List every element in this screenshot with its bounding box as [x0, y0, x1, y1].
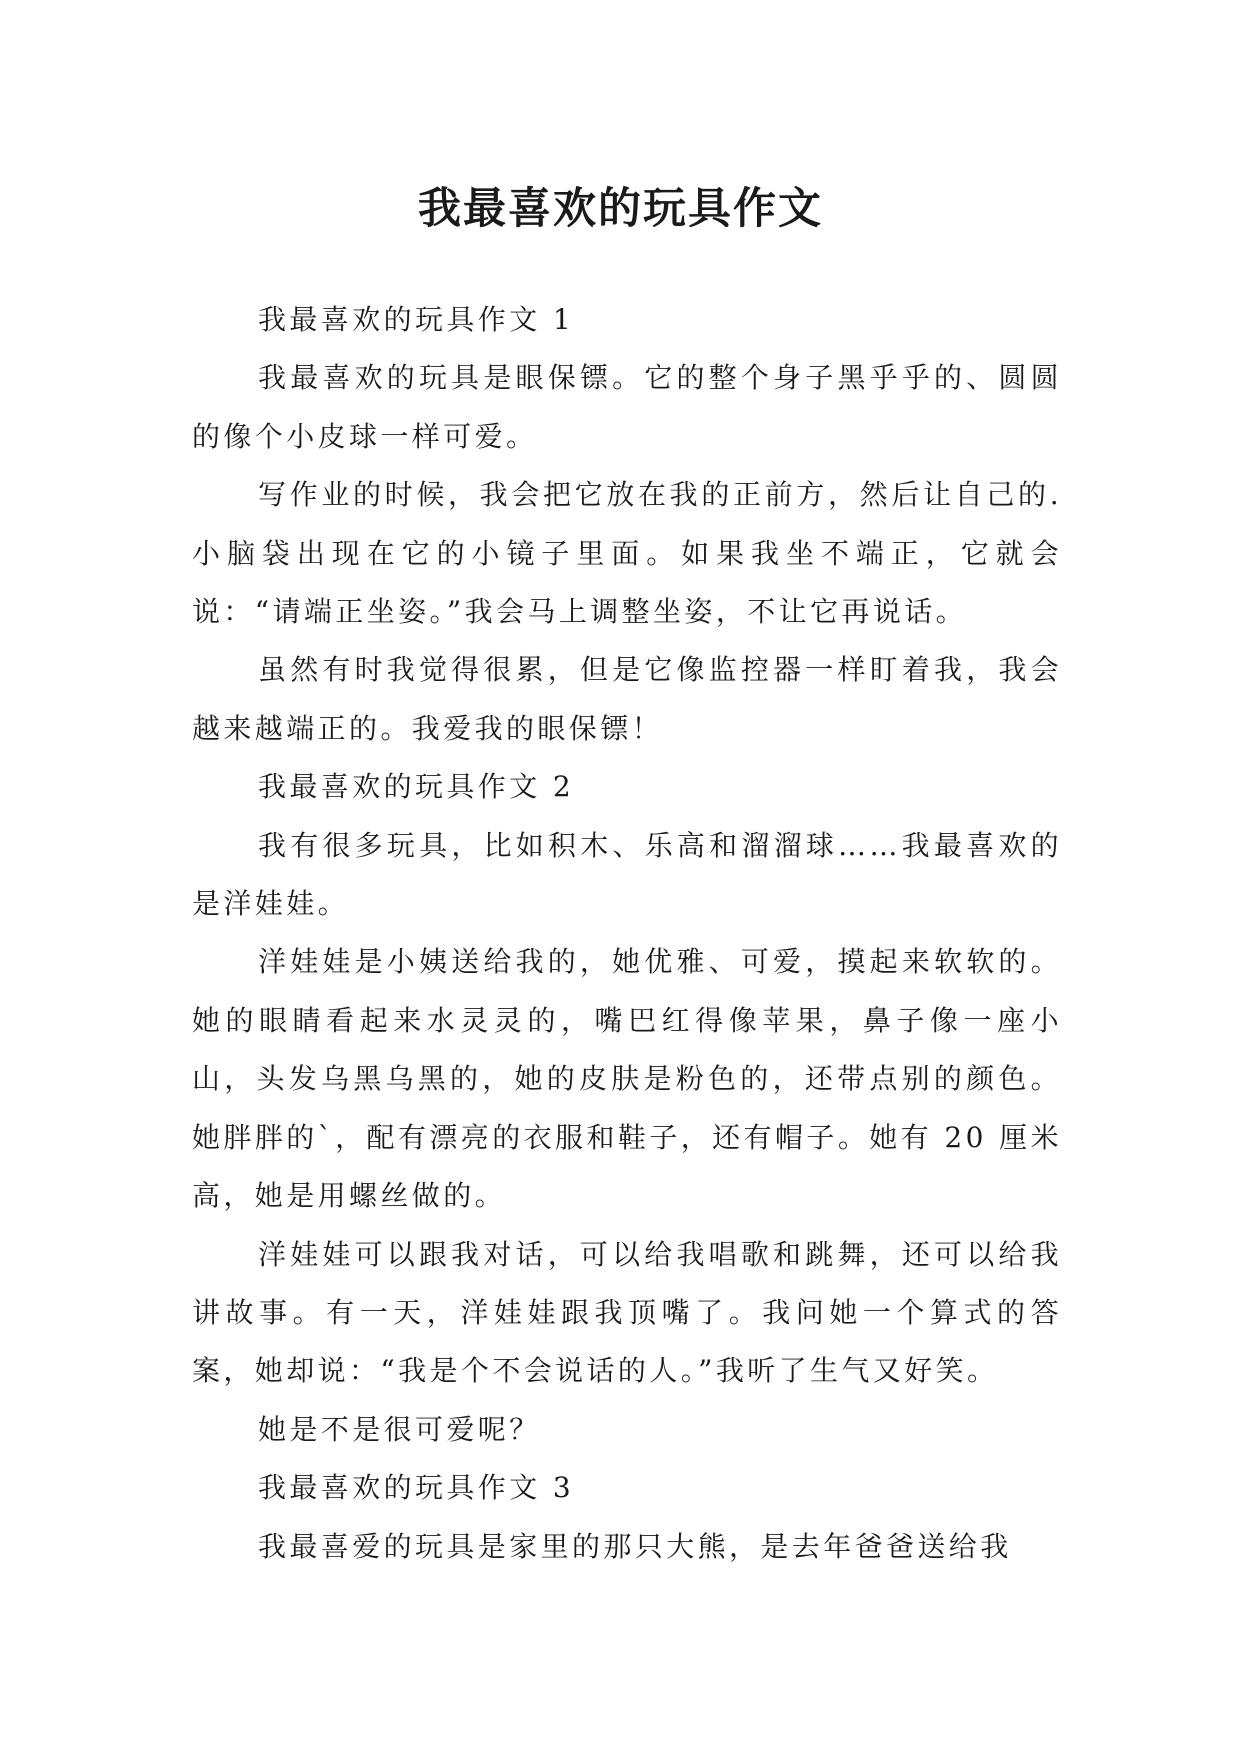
paragraph: 写作业的时候，我会把它放在我的正前方，然后让自己的.小脑袋出现在它的小镜子里面。如果我坐不端正，它就会说：“请端正坐姿。”我会马上调整坐姿，不让它再说话。 — [192, 478, 1062, 629]
paragraph: 我最喜爱的玩具是家里的那只大熊，是去年爸爸送给我 — [258, 1529, 1012, 1563]
section-heading-1: 我最喜欢的玩具作文 1 — [258, 303, 575, 336]
paragraph: 洋娃娃可以跟我对话，可以给我唱歌和跳舞，还可以给我讲故事。有一天，洋娃娃跟我顶嘴了。我问她一个算式的答案，她却说：“我是个不会说话的人。”我听了生气又好笑。 — [192, 1237, 1062, 1388]
paragraph: 她是不是很可爱呢？ — [258, 1412, 541, 1446]
section-heading-2: 我最喜欢的玩具作文 2 — [258, 770, 575, 804]
paragraph: 我最喜欢的玩具是眼保镖。它的整个身子黑乎乎的、圆圆的像个小皮球一样可爱。 — [192, 361, 1062, 453]
document-title: 我最喜欢的玩具作文 — [418, 183, 823, 234]
section-heading-3: 我最喜欢的玩具作文 3 — [258, 1471, 575, 1505]
paragraph: 洋娃娃是小姨送给我的，她优雅、可爱，摸起来软软的。她的眼睛看起来水灵灵的，嘴巴红得像苹果，鼻子像一座小山，头发乌黑乌黑的，她的皮肤是粉色的，还带点别的颜色。她胖胖的`，配有漂亮的衣服和鞋子，还有帽子。她有 20 厘米高，她是用螺丝做的。 — [192, 945, 1062, 1213]
paragraph: 虽然有时我觉得很累，但是它像监控器一样盯着我，我会越来越端正的。我爱我的眼保镖！ — [192, 653, 1062, 745]
paragraph: 我有很多玩具，比如积木、乐高和溜溜球……我最喜欢的是洋娃娃。 — [192, 828, 1062, 921]
document-body — [192, 291, 1062, 1576]
